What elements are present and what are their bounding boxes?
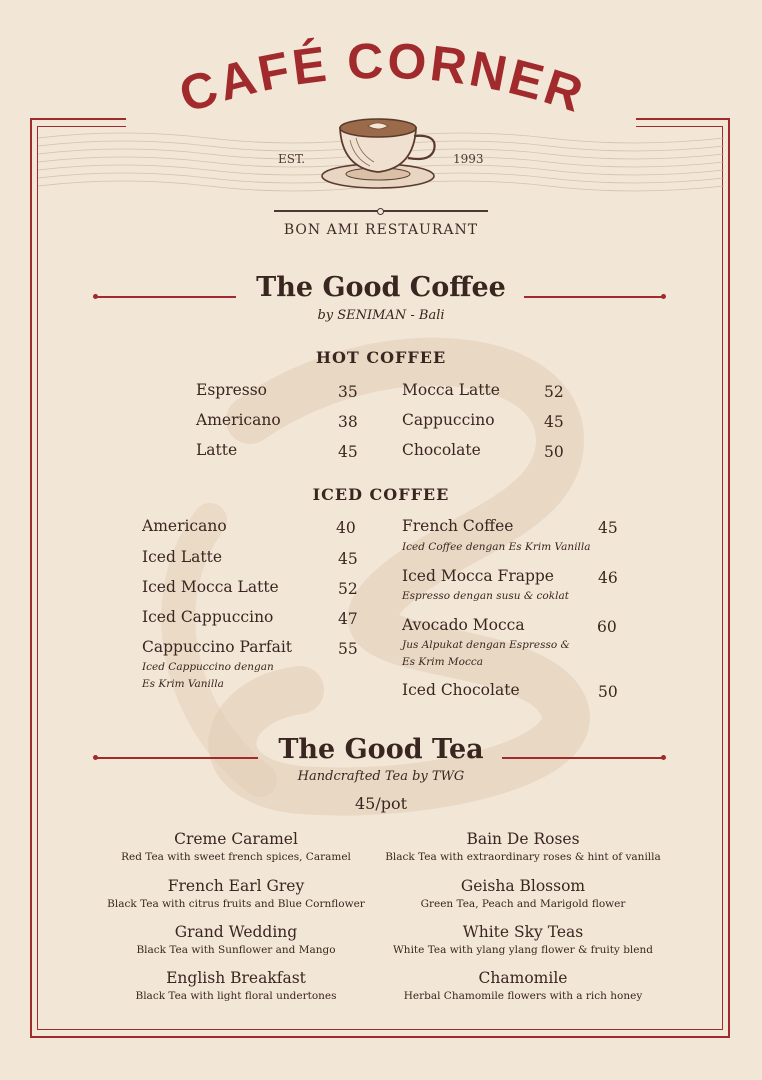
iced-item-name: Iced Mocca Latte bbox=[142, 578, 279, 596]
tea-item-name: French Earl Grey bbox=[167, 877, 305, 895]
tea-subtitle: Handcrafted Tea by TWG bbox=[297, 769, 465, 784]
header-divider-dot bbox=[377, 208, 384, 215]
iced-item-price: 46 bbox=[598, 569, 618, 587]
tea-item-name: Geisha Blossom bbox=[460, 877, 586, 895]
hot-item-name: Americano bbox=[196, 411, 281, 429]
tea-item-desc: Black Tea with citrus fruits and Blue Cornflower bbox=[107, 898, 365, 910]
hot-item-name: Latte bbox=[196, 441, 238, 459]
hot-item-name: Espresso bbox=[196, 381, 268, 399]
iced-item-price: 50 bbox=[598, 683, 618, 701]
hot-item-name: Cappuccino bbox=[402, 411, 495, 429]
iced-item-note: Jus Alpukat dengan Espresso & bbox=[402, 639, 570, 651]
coffee-title: The Good Coffee bbox=[256, 272, 506, 303]
iced-item-price: 40 bbox=[336, 519, 356, 537]
tea-title: The Good Tea bbox=[278, 734, 484, 765]
tea-item-name: White Sky Teas bbox=[462, 923, 584, 941]
iced-item-name: Iced Latte bbox=[142, 548, 222, 566]
hot-item-price: 45 bbox=[338, 443, 358, 461]
iced-item-name: Americano bbox=[142, 517, 227, 535]
hot-coffee-heading: HOT COFFEE bbox=[315, 348, 447, 367]
tea-price: 45/pot bbox=[354, 794, 408, 813]
iced-coffee-heading: ICED COFFEE bbox=[312, 485, 450, 504]
hot-item-price: 35 bbox=[338, 383, 358, 401]
iced-item-price: 60 bbox=[597, 618, 617, 636]
brand-title-text: CAFÉ CORNER bbox=[172, 32, 593, 124]
iced-item-note: Espresso dengan susu & coklat bbox=[402, 590, 569, 602]
tea-item-desc: Black Tea with Sunflower and Mango bbox=[136, 944, 336, 956]
iced-item-name: Iced Chocolate bbox=[402, 681, 520, 699]
iced-item-note: Es Krim Vanilla bbox=[142, 678, 224, 690]
tea-item-desc: White Tea with ylang ylang flower & fruity blend bbox=[393, 944, 653, 956]
tea-item-desc: Black Tea with light floral undertones bbox=[135, 990, 337, 1002]
hot-item-price: 52 bbox=[544, 383, 564, 401]
tea-item-desc: Green Tea, Peach and Marigold flower bbox=[420, 898, 626, 910]
tea-item-name: Chamomile bbox=[478, 969, 568, 987]
iced-item-name: French Coffee bbox=[402, 517, 514, 535]
tea-item-name: Bain De Roses bbox=[466, 830, 580, 848]
coffee-cup-icon bbox=[320, 114, 442, 194]
iced-item-price: 47 bbox=[338, 610, 358, 628]
iced-item-name: Cappuccino Parfait bbox=[142, 638, 293, 656]
svg-text:CAFÉ CORNER bbox=[173, 33, 593, 124]
iced-item-name: Avocado Mocca bbox=[402, 616, 525, 634]
tea-item-desc: Black Tea with extraordinary roses & hint of vanilla bbox=[385, 851, 661, 863]
iced-item-price: 55 bbox=[338, 640, 358, 658]
iced-item-name: Iced Cappuccino bbox=[142, 608, 274, 626]
est-label: EST. bbox=[278, 152, 306, 166]
iced-item-price: 45 bbox=[338, 550, 358, 568]
coffee-subtitle: by SENIMAN - Bali bbox=[317, 308, 445, 323]
iced-item-note: Iced Coffee dengan Es Krim Vanilla bbox=[402, 541, 591, 553]
hot-item-price: 50 bbox=[544, 443, 564, 461]
tea-item-desc: Red Tea with sweet french spices, Caramel bbox=[121, 851, 351, 863]
hot-item-name: Mocca Latte bbox=[402, 381, 500, 399]
hot-item-price: 38 bbox=[338, 413, 358, 431]
hot-item-price: 45 bbox=[544, 413, 564, 431]
tea-item-name: English Breakfast bbox=[166, 969, 306, 987]
iced-item-name: Iced Mocca Frappe bbox=[402, 567, 554, 585]
iced-item-price: 52 bbox=[338, 580, 358, 598]
restaurant-name: BON AMI RESTAURANT bbox=[283, 222, 479, 238]
iced-item-note: Es Krim Mocca bbox=[402, 656, 484, 668]
tea-item-desc: Herbal Chamomile flowers with a rich honey bbox=[403, 990, 643, 1002]
tea-item-name: Creme Caramel bbox=[174, 830, 298, 848]
iced-item-note: Iced Cappuccino dengan bbox=[142, 661, 274, 673]
est-year: 1993 bbox=[453, 152, 484, 166]
hot-item-name: Chocolate bbox=[402, 441, 481, 459]
tea-item-name: Grand Wedding bbox=[174, 923, 298, 941]
iced-item-price: 45 bbox=[598, 519, 618, 537]
